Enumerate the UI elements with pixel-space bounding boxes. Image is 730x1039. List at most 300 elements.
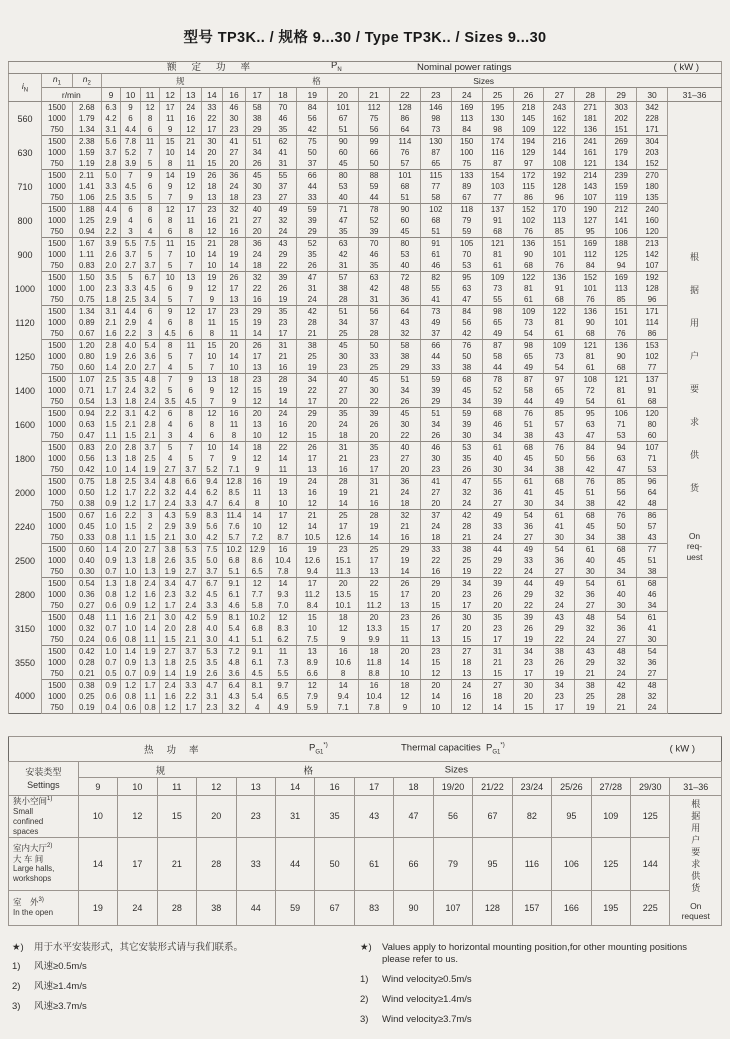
power-value-cell: 67 [328,113,359,124]
power-value-cell: 37 [420,328,451,340]
power-value-cell: 28 [328,476,359,488]
power-value-cell: 20 [420,589,451,600]
ratio-cell: 3150 [9,612,42,646]
footnote-item [12,981,360,994]
power-value-cell: 19 [575,702,606,714]
power-value-cell: 26 [451,464,482,476]
power-value-cell: 105 [451,238,482,250]
power-value-cell: 22 [269,442,297,454]
footnote-text: Wind velocity≥1.4m/s [382,994,472,1006]
power-value-cell: 2.2 [101,226,121,238]
power-value-cell: 41 [544,521,575,532]
power-value-cell: 98 [482,124,513,136]
power-row [9,691,722,702]
power-value-cell: 7 [160,249,181,260]
power-value-cell: 2.0 [160,623,181,634]
power-value-cell: 62 [269,136,297,148]
power-value-cell: 2.5 [101,192,121,204]
power-value-cell: 4 [180,430,201,442]
power-value-cell: 45 [513,453,544,464]
power-value-cell: 15 [389,623,420,634]
power-value-cell: 36 [245,238,269,250]
power-value-cell: 50 [544,453,575,464]
power-value-cell: 28 [451,521,482,532]
power-value-cell: 29 [269,249,297,260]
power-value-cell: 19 [297,544,328,556]
power-value-cell: 10.4 [359,691,390,702]
power-value-cell: 3.4 [140,294,160,306]
n1-cell: 1500 [41,204,72,216]
power-value-cell: 11 [245,487,269,498]
power-value-cell: 57 [544,419,575,430]
n1-cell: 1000 [41,283,72,294]
power-value-cell: 7.9 [297,691,328,702]
power-value-cell: 113 [606,283,637,294]
thermal-size-col-header-17: 17 [354,778,393,796]
power-value-cell: 10 [180,249,201,260]
power-value-cell: 107 [637,442,668,454]
power-value-cell: 179 [606,147,637,158]
n2-cell: 0.33 [72,532,101,544]
footnote-text: 风速≥0.5m/s [34,961,87,973]
power-value-cell: 6.5 [245,566,269,578]
thermal-value-cell: 35 [315,796,354,838]
power-value-cell: 29 [482,555,513,566]
power-value-cell: 26 [297,442,328,454]
power-value-cell: 23 [245,192,269,204]
power-value-cell: 6.3 [101,102,121,114]
power-value-cell: 29 [420,578,451,590]
footnote-text: 用于水平安装形式，其它安装形式请与我们联系。 [34,941,244,953]
power-value-cell: 81 [544,317,575,328]
power-value-cell: 2.1 [160,532,181,544]
power-value-cell: 25 [297,351,328,362]
power-value-cell: 51 [389,374,420,386]
power-value-cell: 42 [359,283,390,294]
power-value-cell: 2.8 [180,623,201,634]
power-value-cell: 6.1 [223,589,246,600]
power-value-cell: 46 [223,102,246,114]
power-value-cell: 50 [359,158,390,170]
power-value-cell: 30 [606,600,637,612]
power-value-cell: 5 [140,249,160,260]
power-value-cell: 5 [140,158,160,170]
power-value-cell: 63 [451,283,482,294]
power-value-cell: 24 [269,408,297,420]
power-value-cell: 2.6 [201,668,223,680]
power-value-cell: 30 [513,680,544,692]
power-value-cell: 27 [269,192,297,204]
power-value-cell: 68 [606,362,637,374]
power-value-cell: 18 [328,612,359,624]
power-value-cell: 34 [637,600,668,612]
power-value-cell: 44 [359,192,390,204]
power-value-cell: 129 [513,147,544,158]
rmin-header: r/min [41,88,101,102]
thermal-value-cell: 67 [473,796,512,838]
power-value-cell: 108 [544,158,575,170]
power-value-cell: 271 [575,102,606,114]
power-value-cell: 36 [223,170,246,182]
power-value-cell: 0.9 [121,600,141,612]
power-value-cell: 4.8 [223,657,246,668]
power-value-cell: 19 [297,362,328,374]
n1-cell: 1500 [41,476,72,488]
power-value-cell: 150 [451,136,482,148]
power-value-cell: 30 [482,464,513,476]
n1-cell: 750 [41,464,72,476]
power-value-cell: 17 [359,464,390,476]
power-value-cell: 11 [389,634,420,646]
power-value-cell: 19 [451,566,482,578]
n2-cell: 0.94 [72,408,101,420]
power-value-cell: 4 [140,317,160,328]
power-value-cell: 109 [482,272,513,284]
power-value-cell: 214 [575,170,606,182]
power-row [9,260,722,272]
power-value-cell: 72 [389,272,420,284]
n2-cell: 0.56 [72,453,101,464]
power-value-cell: 56 [359,124,390,136]
power-value-cell: 68 [544,294,575,306]
ratio-cell: 3550 [9,646,42,680]
power-value-cell: 68 [637,396,668,408]
n2-cell: 0.21 [72,668,101,680]
n1-cell: 750 [41,600,72,612]
n1-cell: 750 [41,294,72,306]
power-value-cell: 68 [451,374,482,386]
power-value-cell: 21 [180,136,201,148]
power-value-cell: 26 [245,340,269,352]
footnote-marker: 3) [12,1001,21,1013]
power-value-cell: 80 [389,238,420,250]
power-value-cell: 2.8 [101,340,121,352]
gui-label: 规 [155,765,166,777]
power-value-cell: 68 [575,510,606,522]
mounting-type-cell: 室内大厅$^{2)}$ 大 车 间 Large halls, workshops [9,837,79,890]
power-value-cell: 24 [297,476,328,488]
power-value-cell: 9.1 [223,578,246,590]
power-value-cell: 44 [513,578,544,590]
power-value-cell: 12 [160,204,181,216]
power-value-cell: 1.9 [180,668,201,680]
power-value-cell: 7.0 [269,600,297,612]
power-value-cell: 31 [328,260,359,272]
power-value-cell: 9 [121,102,141,114]
power-value-cell: 96 [637,294,668,306]
power-value-cell: 91 [420,238,451,250]
power-value-cell: 151 [544,238,575,250]
power-value-cell: 65 [513,351,544,362]
power-value-cell: 90 [328,136,359,148]
power-value-cell: 102 [513,215,544,226]
n1-cell: 1500 [41,612,72,624]
n1-cell: 1000 [41,589,72,600]
power-value-cell: 21 [606,702,637,714]
power-value-cell: 43 [544,430,575,442]
footnote-text: 风速≥1.4m/s [34,981,87,993]
power-value-cell: 40 [606,589,637,600]
power-value-cell: 2.0 [121,544,141,556]
size-col-header-10: 10 [121,88,141,102]
power-value-cell: 1.8 [160,657,181,668]
n1-cell: 1500 [41,408,72,420]
power-value-cell: 122 [544,124,575,136]
power-value-cell: 2.3 [160,589,181,600]
power-value-cell: 28 [359,510,390,522]
power-value-cell: 76 [544,442,575,454]
power-value-cell: 14 [201,249,223,260]
power-value-cell: 119 [606,192,637,204]
gui-label: 规 [175,75,185,86]
n1-cell: 1500 [41,306,72,318]
power-value-cell: 0.8 [101,532,121,544]
power-value-cell: 1.4 [121,464,141,476]
pn-symbol: $P_N$ [331,61,342,73]
power-value-cell: 3.5 [160,396,181,408]
thermal-size-col-header-21/22: 21/22 [473,778,512,796]
power-value-cell: 26 [245,158,269,170]
power-value-cell: 16 [328,464,359,476]
power-value-cell: 5.4 [223,623,246,634]
power-row [9,374,722,386]
power-value-cell: 13 [420,634,451,646]
power-value-cell: 7.1 [328,702,359,714]
n2-cell: 1.67 [72,238,101,250]
power-value-cell: 61 [420,249,451,260]
main-table-subheader-row [9,74,722,88]
power-value-cell: 61 [544,510,575,522]
power-value-cell: 43 [544,612,575,624]
power-value-cell: 84 [451,306,482,318]
power-value-cell: 162 [544,113,575,124]
power-value-cell: 70 [269,102,297,114]
power-value-cell: 24 [328,419,359,430]
power-value-cell: 86 [637,328,668,340]
power-value-cell: 76 [513,408,544,420]
power-value-cell: 18 [359,646,390,658]
power-value-cell: 44 [482,544,513,556]
power-value-cell: 159 [606,181,637,192]
power-value-cell: 17 [245,351,269,362]
power-value-cell: 15 [297,612,328,624]
power-value-cell: 152 [637,158,668,170]
power-value-cell: 106 [606,408,637,420]
power-value-cell: 23 [223,306,246,318]
power-value-cell: 8 [180,317,201,328]
power-value-cell: 11.2 [359,600,390,612]
power-value-cell: 24 [245,249,269,260]
power-value-cell: 39 [482,396,513,408]
power-value-cell: 1.1 [140,691,160,702]
power-value-cell: 51 [513,419,544,430]
power-value-cell: 128 [389,102,420,114]
power-value-cell: 109 [513,306,544,318]
power-value-cell: 8.5 [223,487,246,498]
power-value-cell: 18 [389,680,420,692]
power-value-cell: 63 [328,238,359,250]
power-value-cell: 101 [544,249,575,260]
power-value-cell: 48 [606,646,637,658]
power-value-cell: 7 [180,442,201,454]
power-value-cell: 102 [637,351,668,362]
power-value-cell: 24 [513,566,544,578]
power-value-cell: 35 [269,124,297,136]
power-value-cell: 21 [223,215,246,226]
power-value-cell: 1.4 [121,646,141,658]
power-value-cell: 2.1 [101,317,121,328]
thermal-row [9,890,722,925]
power-value-cell: 134 [606,158,637,170]
power-value-cell: 2.5 [140,453,160,464]
power-value-cell: 4.4 [180,487,201,498]
power-value-cell: 17 [451,600,482,612]
power-value-cell: 152 [513,204,544,216]
power-value-cell: 17 [223,283,246,294]
power-value-cell: 77 [637,362,668,374]
power-value-cell: 28 [223,238,246,250]
power-value-cell: 5.1 [223,566,246,578]
power-value-cell: 23 [328,362,359,374]
power-value-cell: 51 [245,136,269,148]
thermal-en-title: Thermal capacities $P_{G1}^{*)}$ [401,742,505,756]
power-value-cell: 2.1 [140,612,160,624]
power-value-cell: 49 [269,204,297,216]
power-value-cell: 4.5 [140,283,160,294]
power-value-cell: 6 [121,113,141,124]
power-value-cell: 42 [451,328,482,340]
power-value-cell: 77 [420,181,451,192]
power-value-cell: 53 [328,181,359,192]
power-value-cell: 11 [269,464,297,476]
power-row [9,555,722,566]
power-value-cell: 68 [606,544,637,556]
power-value-cell: 15 [160,136,181,148]
power-value-cell: 9.4 [297,566,328,578]
power-value-cell: 27 [420,487,451,498]
power-value-cell: 6.2 [269,634,297,646]
power-row [9,340,722,352]
power-value-cell: 54 [513,328,544,340]
power-value-cell: 7.2 [223,646,246,658]
power-value-cell: 4 [160,419,181,430]
power-value-cell: 32 [451,487,482,498]
n2-cell: 0.38 [72,498,101,510]
power-value-cell: 16 [223,408,246,420]
power-value-cell: 2.9 [101,215,121,226]
power-value-cell: 8 [160,340,181,352]
n1-cell: 1000 [41,691,72,702]
power-value-cell: 2.2 [101,408,121,420]
power-row [9,464,722,476]
power-value-cell: 24 [544,600,575,612]
power-value-cell: 1.0 [101,464,121,476]
n1-cell: 750 [41,260,72,272]
power-value-cell: 10.1 [328,600,359,612]
footnote-marker: 3) [360,1013,369,1025]
power-value-cell: 13 [223,294,246,306]
power-value-cell: 43 [389,317,420,328]
power-value-cell: 49 [513,544,544,556]
power-value-cell: 13 [201,192,223,204]
power-value-cell: 59 [451,226,482,238]
power-value-cell: 17 [269,328,297,340]
power-value-cell: 16 [201,215,223,226]
power-value-cell: 13 [269,487,297,498]
power-value-cell: 29 [389,544,420,556]
power-value-cell: 73 [420,306,451,318]
power-value-cell: 14 [223,442,246,454]
main-cn-title: 额定功率 [167,61,266,73]
power-value-cell: 17 [160,102,181,114]
power-value-cell: 4.7 [201,680,223,692]
power-value-cell: 40 [328,374,359,386]
power-value-cell: 36 [544,555,575,566]
n1-cell: 1500 [41,374,72,386]
footnote-marker: ★) [360,941,372,953]
power-value-cell: 26 [201,170,223,182]
power-value-cell: 3.1 [101,306,121,318]
power-value-cell: 1.4 [140,623,160,634]
ratio-cell: 2800 [9,578,42,612]
size-col-header-14: 14 [201,88,223,102]
power-value-cell: 0.7 [101,623,121,634]
power-value-cell: 39 [297,215,328,226]
power-value-cell: 18 [201,181,223,192]
power-value-cell: 2.7 [140,362,160,374]
power-value-cell: 61 [606,578,637,590]
power-value-cell: 3 [160,430,181,442]
power-value-cell: 154 [482,170,513,182]
power-value-cell: 121 [575,158,606,170]
thermal-value-cell: 79 [433,837,472,890]
power-value-cell: 26 [482,589,513,600]
power-value-cell: 23 [389,612,420,624]
n2-cell: 0.54 [72,396,101,408]
power-value-cell: 59 [420,374,451,386]
power-row [9,317,722,328]
power-row [9,147,722,158]
thermal-value-cell: 225 [631,890,670,925]
n2-cell: 0.89 [72,317,101,328]
power-value-cell: 13 [389,600,420,612]
power-value-cell: 38 [575,498,606,510]
power-value-cell: 53 [451,260,482,272]
power-value-cell: 41 [513,487,544,498]
power-value-cell: 1.5 [101,419,121,430]
power-value-cell: 47 [297,272,328,284]
ratio-cell: 900 [9,238,42,272]
power-value-cell: 9 [140,170,160,182]
power-value-cell: 3.3 [180,498,201,510]
power-value-cell: 23 [328,544,359,556]
power-value-cell: 12 [451,702,482,714]
power-value-cell: 30 [451,612,482,624]
power-value-cell: 35 [359,260,390,272]
power-value-cell: 32 [575,623,606,634]
power-value-cell: 5.2 [121,147,141,158]
footnotes [8,942,722,1034]
power-value-cell: 76 [606,510,637,522]
power-value-cell: 2.8 [101,158,121,170]
n1-cell: 1000 [41,623,72,634]
power-value-cell: 50 [606,521,637,532]
power-value-cell: 14 [389,566,420,578]
power-value-cell: 49 [544,578,575,590]
power-value-cell: 5.4 [140,340,160,352]
power-value-cell: 16 [420,566,451,578]
power-value-cell: 112 [359,102,390,114]
